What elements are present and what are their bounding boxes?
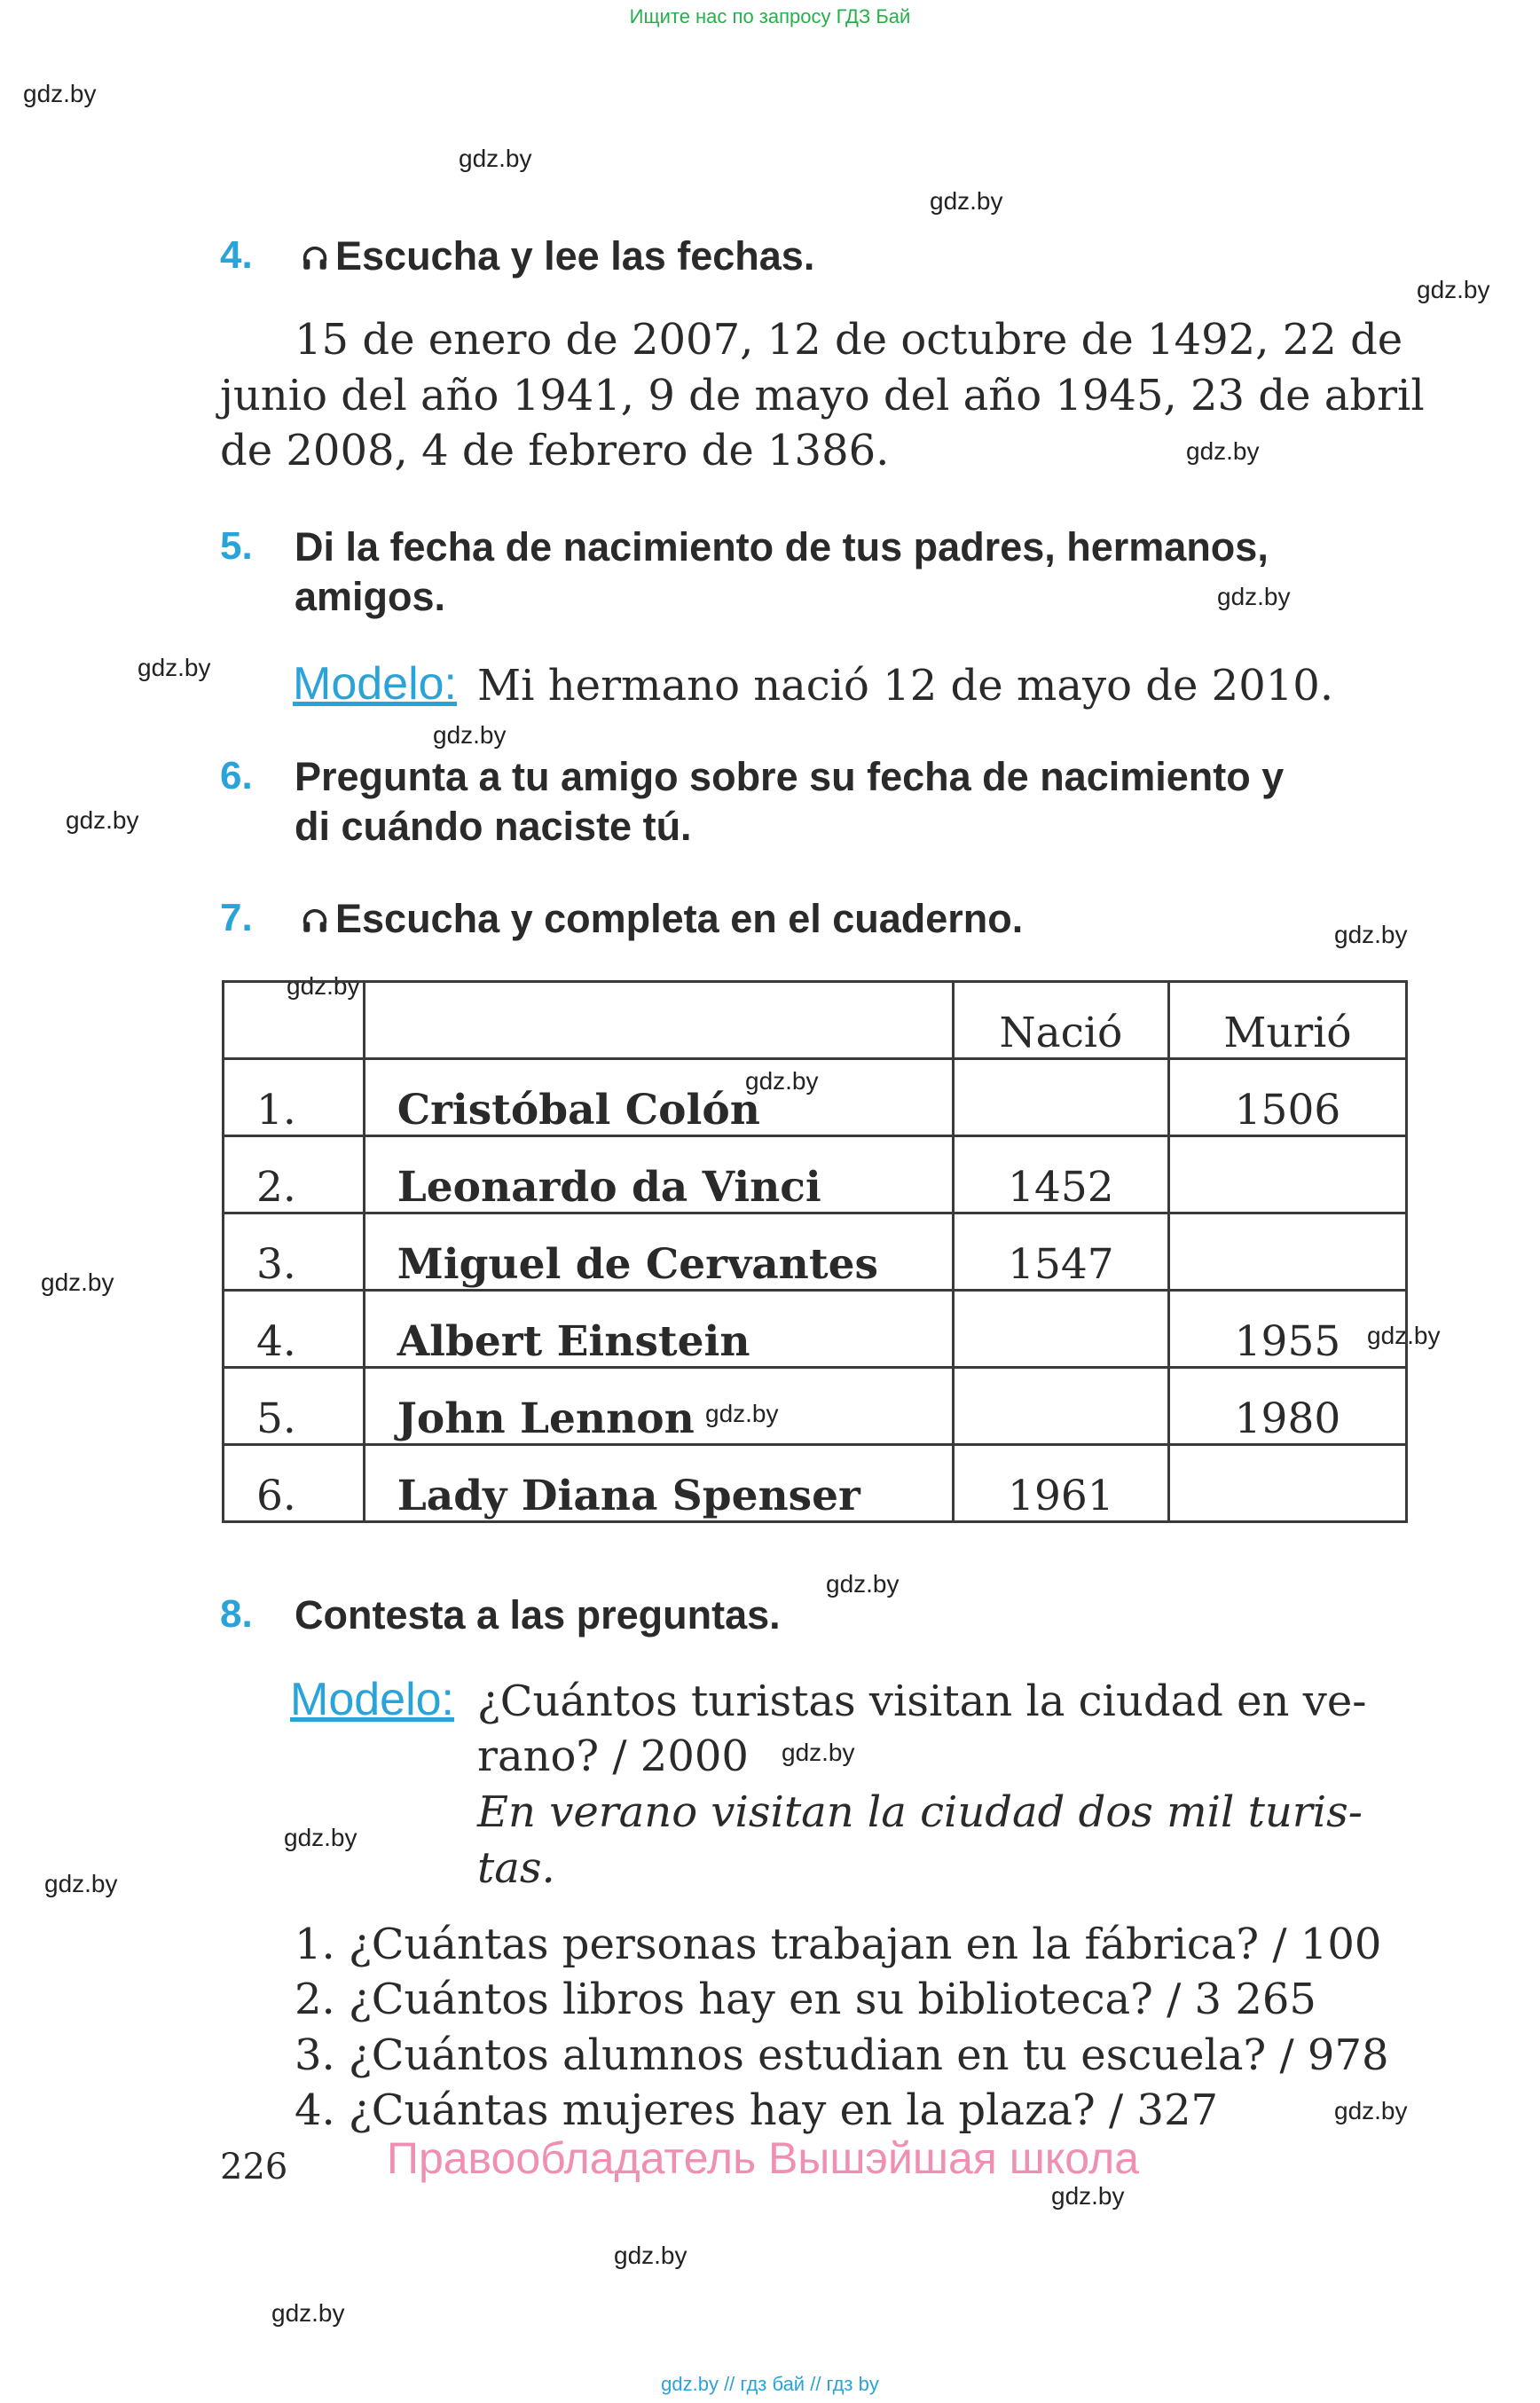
watermark: gdz.by	[1334, 2097, 1408, 2124]
headphones-icon	[300, 906, 330, 936]
row-died: 1980	[1168, 1368, 1406, 1445]
row-born: 1547	[953, 1213, 1168, 1291]
row-died: 1955	[1168, 1291, 1406, 1368]
exercise-4-title	[300, 233, 814, 279]
row-number: 2.	[224, 1136, 365, 1213]
watermark: gdz.by	[271, 2299, 345, 2327]
watermark: gdz.by	[614, 2242, 688, 2269]
table-row	[224, 1445, 1407, 1522]
table-header-cell	[224, 982, 365, 1059]
watermark: gdz.by	[745, 1067, 819, 1095]
births-deaths-table	[222, 980, 1408, 1523]
watermark: gdz.by	[782, 1739, 855, 1766]
row-number: 5.	[224, 1368, 365, 1445]
watermark: gdz.by	[1367, 1322, 1441, 1349]
exercise-5-title: amigos.	[295, 574, 446, 619]
watermark: gdz.by	[1334, 921, 1408, 948]
row-born: 1452	[953, 1136, 1168, 1213]
model-label: Modelo:	[293, 658, 457, 710]
watermark: gdz.by	[66, 806, 139, 834]
header-murio: Murió	[1168, 982, 1406, 1059]
row-born	[953, 1291, 1168, 1368]
row-number: 3.	[224, 1213, 365, 1291]
watermark: gdz.by	[1186, 437, 1260, 465]
row-died: 1506	[1168, 1059, 1406, 1136]
dates-line: 15 de enero de 2007, 12 de octubre de 1492, 22 de	[295, 315, 1403, 365]
table-header-cell	[364, 982, 953, 1059]
table-header-row	[224, 982, 1407, 1059]
question-item: 3. ¿Cuántos alumnos estudian en tu escuela? / 978	[295, 2030, 1389, 2080]
watermark: gdz.by	[930, 187, 1003, 215]
row-number: 1.	[224, 1059, 365, 1136]
dates-line: de 2008, 4 de febrero de 1386.	[220, 426, 890, 475]
exercise-4-number: 4.	[220, 233, 253, 277]
question-item: 2. ¿Cuántos libros hay en su biblioteca? / 3 265	[295, 1975, 1316, 2024]
row-born	[953, 1368, 1168, 1445]
row-born: 1961	[953, 1445, 1168, 1522]
model-label: Modelo:	[290, 1674, 454, 1725]
model-answer: tas.	[477, 1843, 555, 1893]
row-died	[1168, 1445, 1406, 1522]
page-number: 226	[220, 2147, 288, 2187]
row-name: John Lennon	[364, 1368, 953, 1445]
watermark: gdz.by	[705, 1400, 779, 1427]
watermark: gdz.by	[1051, 2182, 1125, 2210]
exercise-7-title-text: Escucha y completa en el cuaderno.	[335, 896, 1024, 941]
exercise-5-title: Di la fecha de nacimiento de tus padres, hermanos,	[295, 524, 1269, 569]
watermark: gdz.by	[1217, 583, 1291, 610]
watermark: gdz.by	[138, 654, 211, 681]
watermark: gdz.by	[433, 721, 507, 749]
dates-line: junio del año 1941, 9 de mayo del año 1945, 23 de abril	[220, 371, 1425, 420]
top-banner[interactable]: Ищите нас по запросу ГДЗ Бай	[629, 5, 911, 27]
model-answer: En verano visitan la ciudad dos mil turis-	[477, 1787, 1363, 1837]
watermark: gdz.by	[284, 1824, 358, 1851]
row-number: 6.	[224, 1445, 365, 1522]
question-item: 1. ¿Cuántas personas trabajan en la fábrica? / 100	[295, 1920, 1382, 1969]
row-name: Miguel de Cervantes	[364, 1213, 953, 1291]
watermark: gdz.by	[287, 972, 360, 1000]
exercise-6-title: di cuándo naciste tú.	[295, 804, 692, 849]
watermark: gdz.by	[459, 145, 532, 172]
row-name: Leonardo da Vinci	[364, 1136, 953, 1213]
watermark: gdz.by	[41, 1268, 114, 1296]
row-born	[953, 1059, 1168, 1136]
exercise-5-number: 5.	[220, 524, 253, 568]
table-row	[224, 1213, 1407, 1291]
exercise-6-title: Pregunta a tu amigo sobre su fecha de nacimiento y	[295, 754, 1285, 799]
watermark: gdz.by	[23, 80, 97, 107]
model-question: rano? / 2000	[477, 1732, 749, 1781]
exercise-8-number: 8.	[220, 1592, 253, 1636]
exercise-8-title: Contesta a las preguntas.	[295, 1592, 781, 1637]
watermark: gdz.by	[1417, 276, 1490, 303]
model-text: Mi hermano nació 12 de mayo de 2010.	[477, 661, 1334, 711]
row-died	[1168, 1136, 1406, 1213]
table-row	[224, 1059, 1407, 1136]
watermark: gdz.by	[44, 1870, 118, 1897]
table-row	[224, 1136, 1407, 1213]
row-name: Cristóbal Colón	[364, 1059, 953, 1136]
question-item: 4. ¿Cuántas mujeres hay en la plaza? / 327	[295, 2085, 1219, 2135]
table-row	[224, 1368, 1407, 1445]
copyright-notice: Правообладатель Вышэйшая школа	[387, 2133, 1139, 2183]
exercise-7-number: 7.	[220, 896, 253, 939]
header-nacio: Nació	[953, 982, 1168, 1059]
row-died	[1168, 1213, 1406, 1291]
exercise-4-title-text: Escucha y lee las fechas.	[335, 233, 815, 279]
headphones-icon	[300, 243, 330, 273]
model-question: ¿Cuántos turistas visitan la ciudad en ve-	[477, 1677, 1367, 1726]
watermark: gdz.by	[826, 1570, 900, 1598]
exercise-7-title	[300, 896, 1023, 942]
table-row	[224, 1291, 1407, 1368]
row-number: 4.	[224, 1291, 365, 1368]
footer-links[interactable]: gdz.by // гдз бай // гдз by	[661, 2373, 879, 2395]
exercise-6-number: 6.	[220, 754, 253, 797]
row-name: Albert Einstein	[364, 1291, 953, 1368]
row-name: Lady Diana Spenser	[364, 1445, 953, 1522]
